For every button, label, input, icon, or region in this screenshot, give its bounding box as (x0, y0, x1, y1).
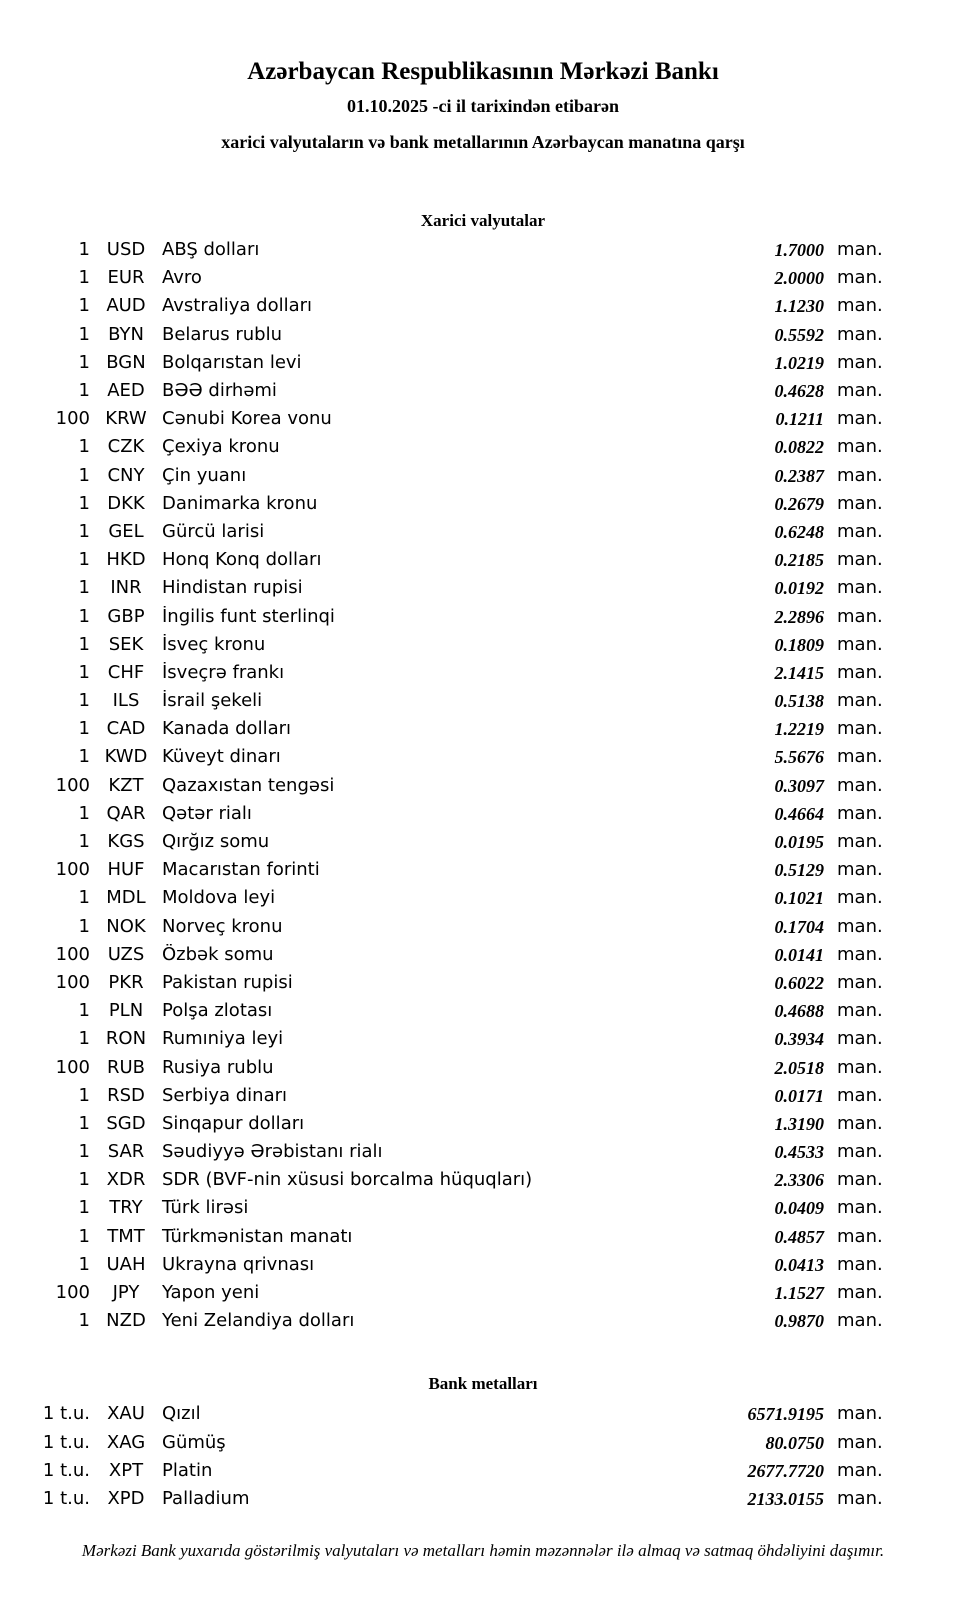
currency-name: İngilis funt sterlinqi (162, 605, 335, 627)
currency-name: Yapon yeni (162, 1282, 260, 1304)
currency-row (0, 772, 966, 800)
quantity: 1 (78, 915, 90, 937)
currency-row (0, 1138, 966, 1166)
rate-unit: man. (837, 1282, 883, 1304)
quantity: 1 (78, 1141, 90, 1163)
currency-name: Qətər rialı (162, 802, 252, 824)
rate-value: 0.1021 (774, 888, 824, 909)
currency-row (0, 264, 966, 292)
quantity: 1 (78, 802, 90, 824)
currency-code: CHF (107, 661, 145, 683)
quantity: 1 (78, 323, 90, 345)
quantity: 1 (78, 1253, 90, 1275)
currency-row (0, 1194, 966, 1222)
currency-code: CZK (107, 436, 145, 458)
rate-unit: man. (837, 1056, 883, 1078)
currency-code: BYN (108, 323, 144, 345)
quantity: 1 (78, 267, 90, 289)
rate-value: 0.5138 (774, 691, 824, 712)
rate-value: 2677.7720 (747, 1460, 824, 1481)
currency-code: BGN (106, 351, 146, 373)
currency-code: GBP (107, 605, 145, 627)
rate-value: 1.2219 (774, 719, 824, 740)
rate-unit: man. (837, 718, 883, 740)
quantity: 1 (78, 633, 90, 655)
rate-value: 6571.9195 (747, 1404, 824, 1425)
currency-name: Danimarka kronu (162, 492, 318, 514)
quantity: 1 (78, 520, 90, 542)
currency-code: HKD (106, 549, 146, 571)
rate-unit: man. (837, 351, 883, 373)
currency-code: KZT (108, 774, 144, 796)
rate-unit: man. (837, 802, 883, 824)
rate-value: 2.1415 (774, 662, 824, 683)
currency-row (0, 828, 966, 856)
rate-value: 80.0750 (765, 1432, 824, 1453)
quantity: 1 (78, 1112, 90, 1134)
currency-row (0, 997, 966, 1025)
currency-code: MDL (106, 887, 146, 909)
rate-unit: man. (837, 971, 883, 993)
currency-name: Bolqarıstan levi (162, 351, 302, 373)
metal-row (0, 1429, 966, 1457)
currency-code: QAR (106, 802, 146, 824)
currency-row (0, 687, 966, 715)
currency-row (0, 602, 966, 630)
metal-row (0, 1457, 966, 1485)
currency-code: INR (110, 577, 142, 599)
rate-value: 0.0822 (774, 437, 824, 458)
rate-unit: man. (837, 408, 883, 430)
currency-name: Türkmənistan manatı (162, 1225, 353, 1247)
currency-row (0, 659, 966, 687)
rate-unit: man. (837, 323, 883, 345)
currency-code: USD (106, 239, 146, 261)
currency-name: Kanada dolları (162, 718, 292, 740)
metal-code: XAG (106, 1431, 146, 1453)
quantity: 1 (78, 577, 90, 599)
rate-value: 0.4664 (774, 803, 824, 824)
rate-value: 0.6248 (774, 521, 824, 542)
metal-name: Platin (162, 1459, 213, 1481)
currency-name: Rusiya rublu (162, 1056, 274, 1078)
currency-name: Türk lirəsi (162, 1197, 249, 1219)
rate-unit: man. (837, 549, 883, 571)
rate-value: 1.0219 (774, 352, 824, 373)
rate-unit: man. (837, 1310, 883, 1332)
rate-unit: man. (837, 1487, 883, 1509)
metal-name: Gümüş (162, 1431, 226, 1453)
quantity: 1 (78, 351, 90, 373)
quantity: 1 (78, 690, 90, 712)
currency-row (0, 349, 966, 377)
currency-code: UAH (106, 1253, 146, 1275)
currency-row (0, 1251, 966, 1279)
currency-row (0, 377, 966, 405)
rate-value: 0.3097 (774, 775, 824, 796)
currency-row (0, 1307, 966, 1335)
rate-value: 2133.0155 (747, 1488, 824, 1509)
currency-name: BƏƏ dirhəmi (162, 380, 277, 402)
rate-unit: man. (837, 1084, 883, 1106)
rate-unit: man. (837, 1028, 883, 1050)
rate-unit: man. (837, 1112, 883, 1134)
currency-code: KWD (104, 746, 148, 768)
currency-name: SDR (BVF-nin xüsusi borcalma hüquqları) (162, 1169, 533, 1191)
currency-row (0, 518, 966, 546)
currency-row (0, 1053, 966, 1081)
currency-name: Honq Konq dolları (162, 549, 322, 571)
rate-value: 0.2679 (774, 493, 824, 514)
metal-row (0, 1485, 966, 1513)
quantity: 100 (55, 408, 90, 430)
rate-unit: man. (837, 605, 883, 627)
currency-name: Gürcü larisi (162, 520, 265, 542)
rate-unit: man. (837, 1000, 883, 1022)
rate-unit: man. (837, 267, 883, 289)
currency-name: Özbək somu (162, 943, 274, 965)
quantity: 1 (78, 549, 90, 571)
metal-row (0, 1400, 966, 1428)
page-subtitle: xarici valyutaların və bank metallarının Azərbaycan manatına qarşı (221, 132, 745, 152)
currency-name: Küveyt dinarı (162, 746, 281, 768)
rate-unit: man. (837, 492, 883, 514)
quantity: 100 (55, 971, 90, 993)
currency-row (0, 800, 966, 828)
rate-unit: man. (837, 887, 883, 909)
quantity: 1 (78, 239, 90, 261)
currency-code: EUR (107, 267, 145, 289)
quantity: 1 (78, 380, 90, 402)
currency-name: Cənubi Korea vonu (162, 408, 332, 430)
currency-code: SAR (107, 1141, 145, 1163)
currency-row (0, 856, 966, 884)
rate-value: 0.0409 (774, 1198, 824, 1219)
rate-value: 2.3306 (774, 1170, 824, 1191)
currency-name: Avro (162, 267, 202, 289)
rate-unit: man. (837, 239, 883, 261)
rate-value: 0.0141 (774, 944, 824, 965)
rate-value: 5.5676 (774, 747, 824, 768)
currency-row (0, 715, 966, 743)
quantity: 1 (78, 605, 90, 627)
currency-code: KRW (105, 408, 147, 430)
rate-unit: man. (837, 1431, 883, 1453)
currency-code: PKR (108, 971, 144, 993)
currency-code: DKK (107, 492, 145, 514)
currency-code: CNY (107, 464, 145, 486)
currency-name: Moldova leyi (162, 887, 276, 909)
effective-date: 01.10.2025 -ci il tarixindən etibarən (347, 96, 619, 116)
currency-row (0, 1223, 966, 1251)
rate-unit: man. (837, 943, 883, 965)
metals-table (0, 1400, 966, 1513)
rate-unit: man. (837, 380, 883, 402)
rate-value: 1.1230 (774, 296, 824, 317)
rate-value: 0.5592 (774, 324, 824, 345)
currency-code: XDR (106, 1169, 146, 1191)
rate-value: 0.1809 (774, 634, 824, 655)
rate-value: 2.0000 (774, 268, 824, 289)
currency-row (0, 884, 966, 912)
rate-unit: man. (837, 464, 883, 486)
rate-unit: man. (837, 1197, 883, 1219)
rate-value: 0.4688 (774, 1001, 824, 1022)
quantity: 100 (55, 1056, 90, 1078)
quantity: 1 (78, 1197, 90, 1219)
currency-row (0, 1082, 966, 1110)
quantity: 1 (78, 436, 90, 458)
quantity: 1 (78, 295, 90, 317)
quantity: 1 (78, 492, 90, 514)
quantity: 100 (55, 774, 90, 796)
rate-unit: man. (837, 436, 883, 458)
currency-row (0, 546, 966, 574)
rate-value: 2.2896 (774, 606, 824, 627)
page-title: Azərbaycan Respublikasının Mərkəzi Bankı (247, 58, 719, 85)
rate-unit: man. (837, 633, 883, 655)
currency-code: SEK (108, 633, 144, 655)
quantity: 1 (78, 1084, 90, 1106)
currency-code: RUB (106, 1056, 146, 1078)
currency-code: RSD (107, 1084, 145, 1106)
currency-name: Sinqapur dolları (162, 1112, 305, 1134)
rate-value: 0.1704 (774, 916, 824, 937)
rate-value: 1.7000 (774, 240, 824, 261)
quantity: 1 t.u. (42, 1403, 90, 1425)
currency-code: AED (107, 380, 145, 402)
rate-unit: man. (837, 520, 883, 542)
currency-row (0, 433, 966, 461)
quantity: 100 (55, 1282, 90, 1304)
currency-name: Avstraliya dolları (162, 295, 313, 317)
currency-code: NZD (106, 1310, 146, 1332)
metal-name: Palladium (162, 1487, 250, 1509)
currency-code: KGS (107, 831, 145, 853)
currency-name: Yeni Zelandiya dolları (162, 1310, 355, 1332)
rate-unit: man. (837, 661, 883, 683)
quantity: 1 t.u. (42, 1487, 90, 1509)
rate-unit: man. (837, 915, 883, 937)
rate-unit: man. (837, 577, 883, 599)
rate-value: 0.4857 (774, 1226, 824, 1247)
currency-code: SGD (106, 1112, 146, 1134)
quantity: 1 t.u. (42, 1459, 90, 1481)
quantity: 1 (78, 1310, 90, 1332)
rate-value: 2.0518 (774, 1057, 824, 1078)
quantity: 1 (78, 887, 90, 909)
currency-row (0, 405, 966, 433)
rate-unit: man. (837, 746, 883, 768)
currency-code: CAD (106, 718, 146, 740)
currency-name: Səudiyyə Ərəbistanı rialı (162, 1141, 383, 1163)
currency-row (0, 941, 966, 969)
rate-value: 0.0192 (774, 578, 824, 599)
currency-code: ILS (112, 690, 140, 712)
disclaimer-note: Mərkəzi Bank yuxarıda göstərilmiş valyutaları və metalları həmin məzənnələr ilə almaq və satmaq öhdəliyini daşımır. (81, 1541, 885, 1561)
quantity: 1 (78, 1169, 90, 1191)
rate-value: 0.6022 (774, 972, 824, 993)
currency-row (0, 969, 966, 997)
currency-name: Belarus rublu (162, 323, 283, 345)
rate-value: 0.0195 (774, 832, 824, 853)
currency-row (0, 743, 966, 771)
metal-name: Qızıl (162, 1403, 201, 1425)
section-title-metals: Bank metalları (428, 1374, 538, 1394)
currency-code: UZS (107, 943, 145, 965)
currency-name: Çexiya kronu (162, 436, 280, 458)
currency-name: Qazaxıstan tengəsi (162, 774, 335, 796)
currency-row (0, 1279, 966, 1307)
quantity: 100 (55, 943, 90, 965)
quantity: 1 (78, 661, 90, 683)
rate-unit: man. (837, 1141, 883, 1163)
currency-row (0, 321, 966, 349)
currency-name: Polşa zlotası (162, 1000, 273, 1022)
currency-code: RON (105, 1028, 147, 1050)
section-title-currencies: Xarici valyutalar (420, 211, 546, 230)
currency-row (0, 1025, 966, 1053)
quantity: 1 (78, 1000, 90, 1022)
currency-name: Macarıstan forinti (162, 859, 320, 881)
currency-name: Çin yuanı (162, 464, 247, 486)
quantity: 1 (78, 831, 90, 853)
currency-row (0, 1110, 966, 1138)
currency-row (0, 490, 966, 518)
rate-value: 0.0171 (774, 1085, 824, 1106)
currency-name: Norveç kronu (162, 915, 283, 937)
currency-name: İsveçrə frankı (162, 661, 285, 683)
currency-code: AUD (106, 295, 146, 317)
currency-name: Pakistan rupisi (162, 971, 293, 993)
currency-row (0, 1166, 966, 1194)
currency-name: Qırğız somu (162, 831, 270, 853)
rate-value: 0.1211 (775, 409, 824, 430)
rate-value: 0.4628 (774, 381, 824, 402)
currency-code: JPY (112, 1282, 140, 1304)
currency-row (0, 913, 966, 941)
rate-unit: man. (837, 295, 883, 317)
rate-value: 0.2387 (774, 465, 824, 486)
currency-table (0, 236, 966, 1335)
currency-row (0, 631, 966, 659)
currency-code: HUF (107, 859, 145, 881)
metal-code: XPT (108, 1459, 144, 1481)
rate-value: 0.4533 (774, 1142, 824, 1163)
quantity: 1 (78, 718, 90, 740)
rate-unit: man. (837, 831, 883, 853)
currency-name: ABŞ dolları (162, 239, 260, 261)
quantity: 1 (78, 1028, 90, 1050)
rate-value: 0.9870 (774, 1311, 824, 1332)
quantity: 1 t.u. (42, 1431, 90, 1453)
currency-name: Hindistan rupisi (162, 577, 303, 599)
quantity: 1 (78, 464, 90, 486)
rate-value: 0.0413 (774, 1254, 824, 1275)
currency-code: GEL (108, 520, 144, 542)
rate-unit: man. (837, 690, 883, 712)
currency-name: Serbiya dinarı (162, 1084, 287, 1106)
currency-row (0, 292, 966, 320)
rate-unit: man. (837, 1225, 883, 1247)
currency-name: Rumıniya leyi (162, 1028, 284, 1050)
currency-code: NOK (106, 915, 146, 937)
rate-value: 0.2185 (774, 550, 824, 571)
currency-code: TRY (109, 1197, 143, 1219)
quantity: 1 (78, 1225, 90, 1247)
currency-row (0, 574, 966, 602)
currency-code: TMT (107, 1225, 145, 1247)
rate-unit: man. (837, 1459, 883, 1481)
metal-code: XPD (107, 1487, 145, 1509)
currency-row (0, 462, 966, 490)
rate-unit: man. (837, 1253, 883, 1275)
rate-value: 0.3934 (774, 1029, 824, 1050)
rate-unit: man. (837, 859, 883, 881)
rate-unit: man. (837, 1403, 883, 1425)
currency-name: İsveç kronu (162, 633, 266, 655)
rate-unit: man. (837, 1169, 883, 1191)
rate-value: 1.1527 (774, 1283, 824, 1304)
quantity: 1 (78, 746, 90, 768)
quantity: 100 (55, 859, 90, 881)
currency-name: İsrail şekeli (162, 690, 263, 712)
currency-code: PLN (108, 1000, 144, 1022)
currency-row (0, 236, 966, 264)
rate-value: 0.5129 (774, 860, 824, 881)
currency-name: Ukrayna qrivnası (162, 1253, 315, 1275)
metal-code: XAU (107, 1403, 145, 1425)
rate-unit: man. (837, 774, 883, 796)
rate-value: 1.3190 (774, 1113, 824, 1134)
